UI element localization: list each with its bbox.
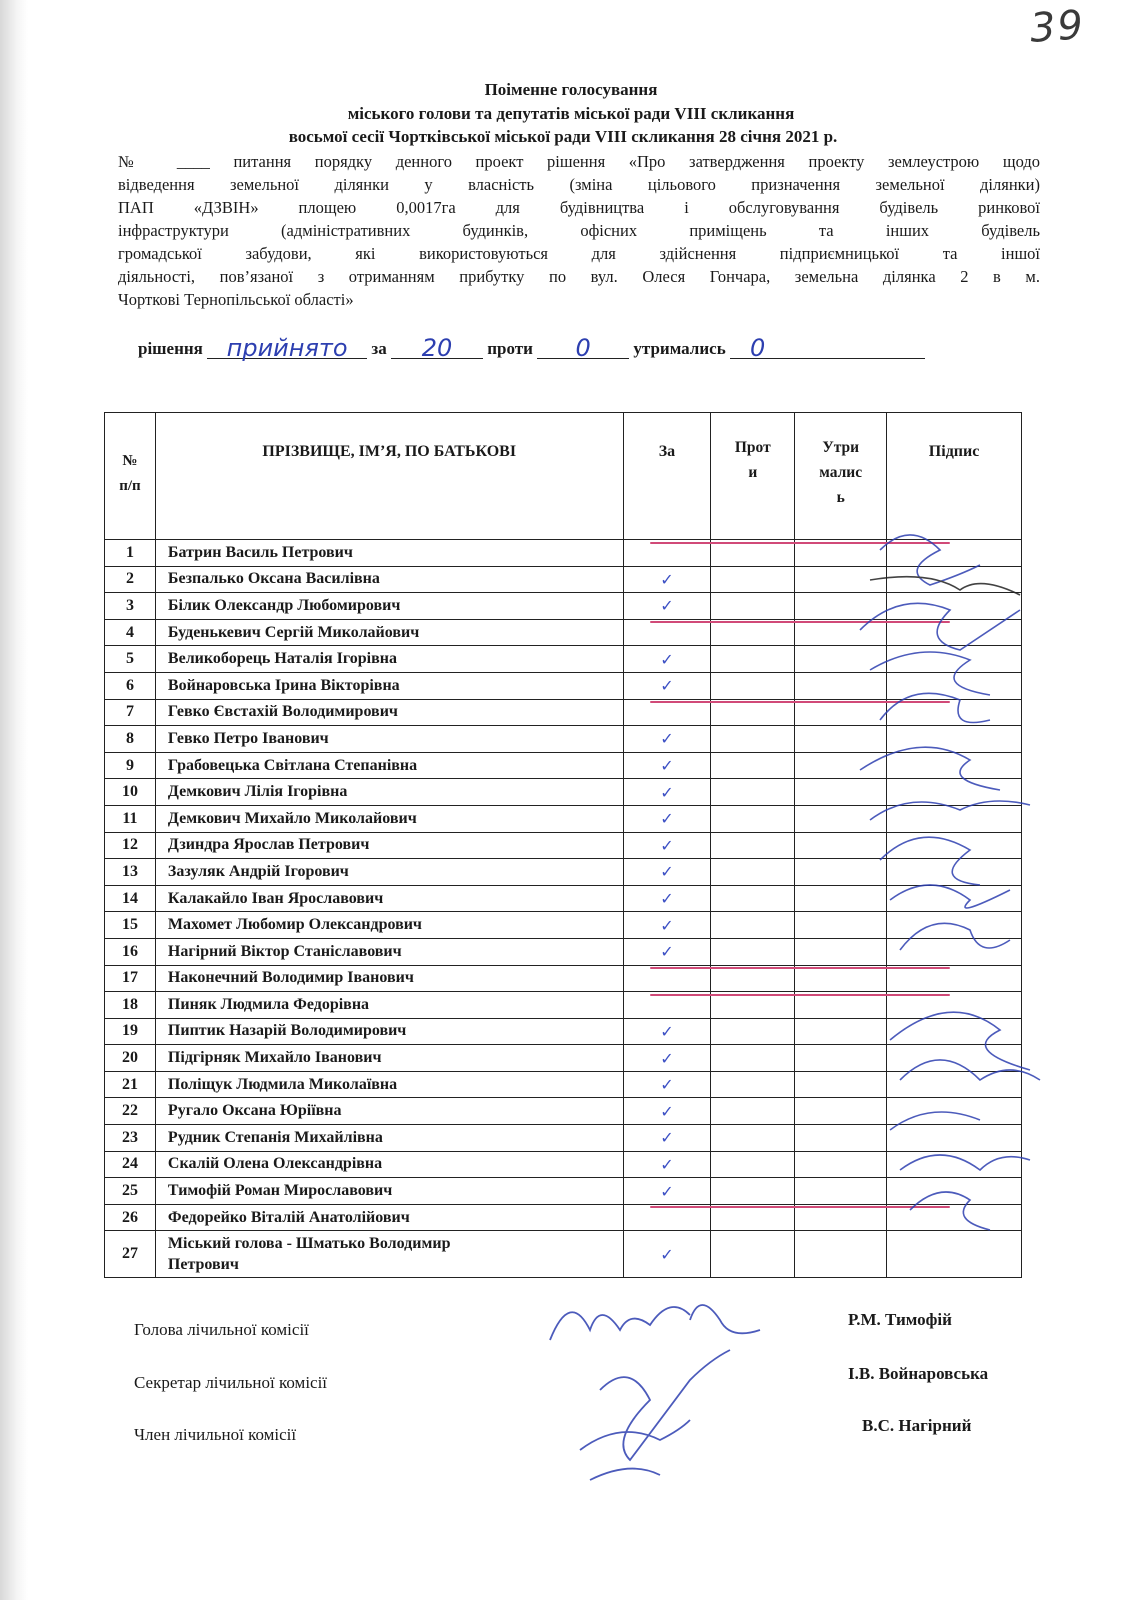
question-line: діяльності, пов’язаної з отриманням прибутку по вул. Олеся Гончара, земельна ділянка 2 в м.	[118, 267, 1040, 286]
vote-against-cell	[711, 779, 795, 806]
vote-for-check: ✓	[623, 726, 711, 753]
row-number: 27	[105, 1231, 156, 1278]
vote-against-cell	[711, 805, 795, 832]
row-number: 5	[105, 646, 156, 673]
commission-signatures	[540, 1280, 800, 1500]
deputy-name: Міський голова - Шматько Володимир Петрович	[155, 1231, 623, 1278]
secretary-name: І.В. Войнаровська	[848, 1364, 989, 1383]
vote-against-cell	[711, 1045, 795, 1072]
deputy-name: Поліщук Людмила Миколаївна	[155, 1071, 623, 1098]
chair-name: Р.М. Тимофій	[848, 1310, 952, 1329]
vote-for-check: ✓	[623, 1018, 711, 1045]
scan-edge-shadow	[0, 0, 28, 1600]
decision-label: рішення	[138, 339, 203, 358]
deputy-name: Зазуляк Андрій Ігорович	[155, 859, 623, 886]
deputy-name: Гевко Євстахій Володимирович	[155, 699, 623, 726]
deputy-name: Батрин Василь Петрович	[155, 540, 623, 567]
question-line: № ____ питання порядку денного проект рішення «Про затвердження проекту землеустрою щодо	[118, 152, 1040, 171]
row-number: 2	[105, 566, 156, 593]
vote-against-cell	[711, 1018, 795, 1045]
header-signature: Підпис	[887, 413, 1022, 540]
vote-against-cell	[711, 912, 795, 939]
vote-for-check	[623, 699, 711, 726]
deputy-name: Ругало Оксана Юріївна	[155, 1098, 623, 1125]
vote-for-check: ✓	[623, 779, 711, 806]
member-name: В.С. Нагірний	[862, 1416, 972, 1435]
vote-against-cell	[711, 938, 795, 965]
vote-against-cell	[711, 1204, 795, 1231]
row-number: 26	[105, 1204, 156, 1231]
row-number: 14	[105, 885, 156, 912]
chair-label: Голова лічильної комісії	[134, 1320, 309, 1339]
row-number: 25	[105, 1178, 156, 1205]
signature-column-scribbles	[840, 520, 1070, 1260]
deputy-name: Безпалько Оксана Василівна	[155, 566, 623, 593]
vote-for-check: ✓	[623, 832, 711, 859]
deputy-name: Гевко Петро Іванович	[155, 726, 623, 753]
row-number: 10	[105, 779, 156, 806]
row-number: 15	[105, 912, 156, 939]
vote-for-check: ✓	[623, 805, 711, 832]
vote-against-cell	[711, 1231, 795, 1278]
deputy-name: Демкович Лілія Ігорівна	[155, 779, 623, 806]
question-line: громадської забудови, які використовуються для здійснення підприємницької та іншої	[118, 244, 1040, 263]
deputy-name: Калакайло Іван Ярославович	[155, 885, 623, 912]
vote-for-check: ✓	[623, 1071, 711, 1098]
vote-for-check: ✓	[623, 1045, 711, 1072]
decision-summary	[138, 334, 925, 362]
deputy-name: Пиптик Назарій Володимирович	[155, 1018, 623, 1045]
deputy-name: Федорейко Віталій Анатолійович	[155, 1204, 623, 1231]
vote-against-cell	[711, 1178, 795, 1205]
row-number: 21	[105, 1071, 156, 1098]
row-number: 23	[105, 1125, 156, 1152]
header-against: Прот и	[711, 413, 795, 540]
secretary-label: Секретар лічильної комісії	[134, 1373, 328, 1392]
vote-for-check: ✓	[623, 672, 711, 699]
document-subtitle: міського голови та депутатів міської ради VIII скликання	[347, 104, 795, 123]
deputy-name: Підгірняк Михайло Іванович	[155, 1045, 623, 1072]
vote-for-check: ✓	[623, 593, 711, 620]
deputy-name: Наконечний Володимир Іванович	[155, 965, 623, 992]
vote-for-check: ✓	[623, 1231, 711, 1278]
row-number: 16	[105, 938, 156, 965]
vote-against-cell	[711, 1071, 795, 1098]
deputy-name: Пиняк Людмила Федорівна	[155, 992, 623, 1019]
member-label: Член лічильної комісії	[134, 1425, 297, 1444]
row-number: 13	[105, 859, 156, 886]
question-line: інфраструктури (адміністративних будинків, офісних приміщень та інших будівель	[118, 221, 1040, 240]
row-number: 7	[105, 699, 156, 726]
vote-for-check: ✓	[623, 1151, 711, 1178]
vote-against-cell	[711, 726, 795, 753]
row-number: 6	[105, 672, 156, 699]
vote-against-cell	[711, 832, 795, 859]
row-number: 4	[105, 619, 156, 646]
deputy-name: Махомет Любомир Олександрович	[155, 912, 623, 939]
row-number: 12	[105, 832, 156, 859]
header-abstained: Утри малис ь	[795, 413, 887, 540]
deputy-name: Буденькевич Сергій Миколайович	[155, 619, 623, 646]
abstained-label: утримались	[633, 339, 726, 358]
deputy-name: Рудник Степанія Михайлівна	[155, 1125, 623, 1152]
session-line: восьмої сесії Чортківської міської ради VIII скликання 28 січня 2021 р.	[288, 127, 838, 146]
vote-for-check	[623, 1204, 711, 1231]
vote-against-cell	[711, 752, 795, 779]
for-count: 20	[391, 338, 483, 359]
deputy-name: Войнаровська Ірина Вікторівна	[155, 672, 623, 699]
document-title: Поіменне голосування	[484, 80, 658, 99]
abstained-count: 0	[730, 338, 925, 359]
vote-against-cell	[711, 1151, 795, 1178]
vote-for-check: ✓	[623, 1098, 711, 1125]
vote-against-cell	[711, 646, 795, 673]
row-number: 8	[105, 726, 156, 753]
deputy-name: Великоборець Наталія Ігорівна	[155, 646, 623, 673]
vote-for-check: ✓	[623, 885, 711, 912]
vote-for-check: ✓	[623, 752, 711, 779]
row-number: 1	[105, 540, 156, 567]
row-number: 11	[105, 805, 156, 832]
deputy-name: Грабовецька Світлана Степанівна	[155, 752, 623, 779]
row-number: 22	[105, 1098, 156, 1125]
vote-for-check: ✓	[623, 938, 711, 965]
row-number: 18	[105, 992, 156, 1019]
vote-for-check: ✓	[623, 859, 711, 886]
handwritten-page-number: 39	[1028, 2, 1087, 52]
vote-for-check	[623, 619, 711, 646]
vote-against-cell	[711, 1125, 795, 1152]
vote-against-cell	[711, 885, 795, 912]
against-count: 0	[537, 338, 629, 359]
vote-for-check: ✓	[623, 1178, 711, 1205]
vote-against-cell	[711, 566, 795, 593]
vote-against-cell	[711, 672, 795, 699]
vote-for-check: ✓	[623, 566, 711, 593]
deputy-name: Демкович Михайло Миколайович	[155, 805, 623, 832]
header-name: ПРІЗВИЩЕ, ІМ’Я, ПО БАТЬКОВІ	[155, 413, 623, 540]
question-line: ПАП «ДЗВІН» площею 0,0017га для будівництва і обслуговування будівель ринкової	[118, 198, 1040, 217]
vote-against-cell	[711, 619, 795, 646]
row-number: 9	[105, 752, 156, 779]
header-for: За	[623, 413, 711, 540]
vote-for-check: ✓	[623, 646, 711, 673]
row-number: 24	[105, 1151, 156, 1178]
deputy-name: Скалій Олена Олександрівна	[155, 1151, 623, 1178]
decision-value: прийнято	[207, 338, 367, 359]
row-number: 3	[105, 593, 156, 620]
deputy-name: Тимофій Роман Мирославович	[155, 1178, 623, 1205]
vote-against-cell	[711, 859, 795, 886]
row-number: 20	[105, 1045, 156, 1072]
vote-for-check: ✓	[623, 912, 711, 939]
vote-against-cell	[711, 593, 795, 620]
for-label: за	[371, 339, 387, 358]
agenda-question	[118, 150, 1040, 311]
vote-against-cell	[711, 1098, 795, 1125]
deputy-name: Білик Олександр Любомирович	[155, 593, 623, 620]
question-line: Чорткові Тернопільської області»	[118, 290, 354, 309]
deputy-name: Нагірний Віктор Станіславович	[155, 938, 623, 965]
vote-against-cell	[711, 699, 795, 726]
against-label: проти	[487, 339, 533, 358]
header-number: № п/п	[105, 413, 156, 540]
row-number: 17	[105, 965, 156, 992]
question-line: відведення земельної ділянки у власність (зміна цільового призначення земельної ділянки)	[118, 175, 1040, 194]
row-number: 19	[105, 1018, 156, 1045]
vote-for-check: ✓	[623, 1125, 711, 1152]
deputy-name: Дзиндра Ярослав Петрович	[155, 832, 623, 859]
